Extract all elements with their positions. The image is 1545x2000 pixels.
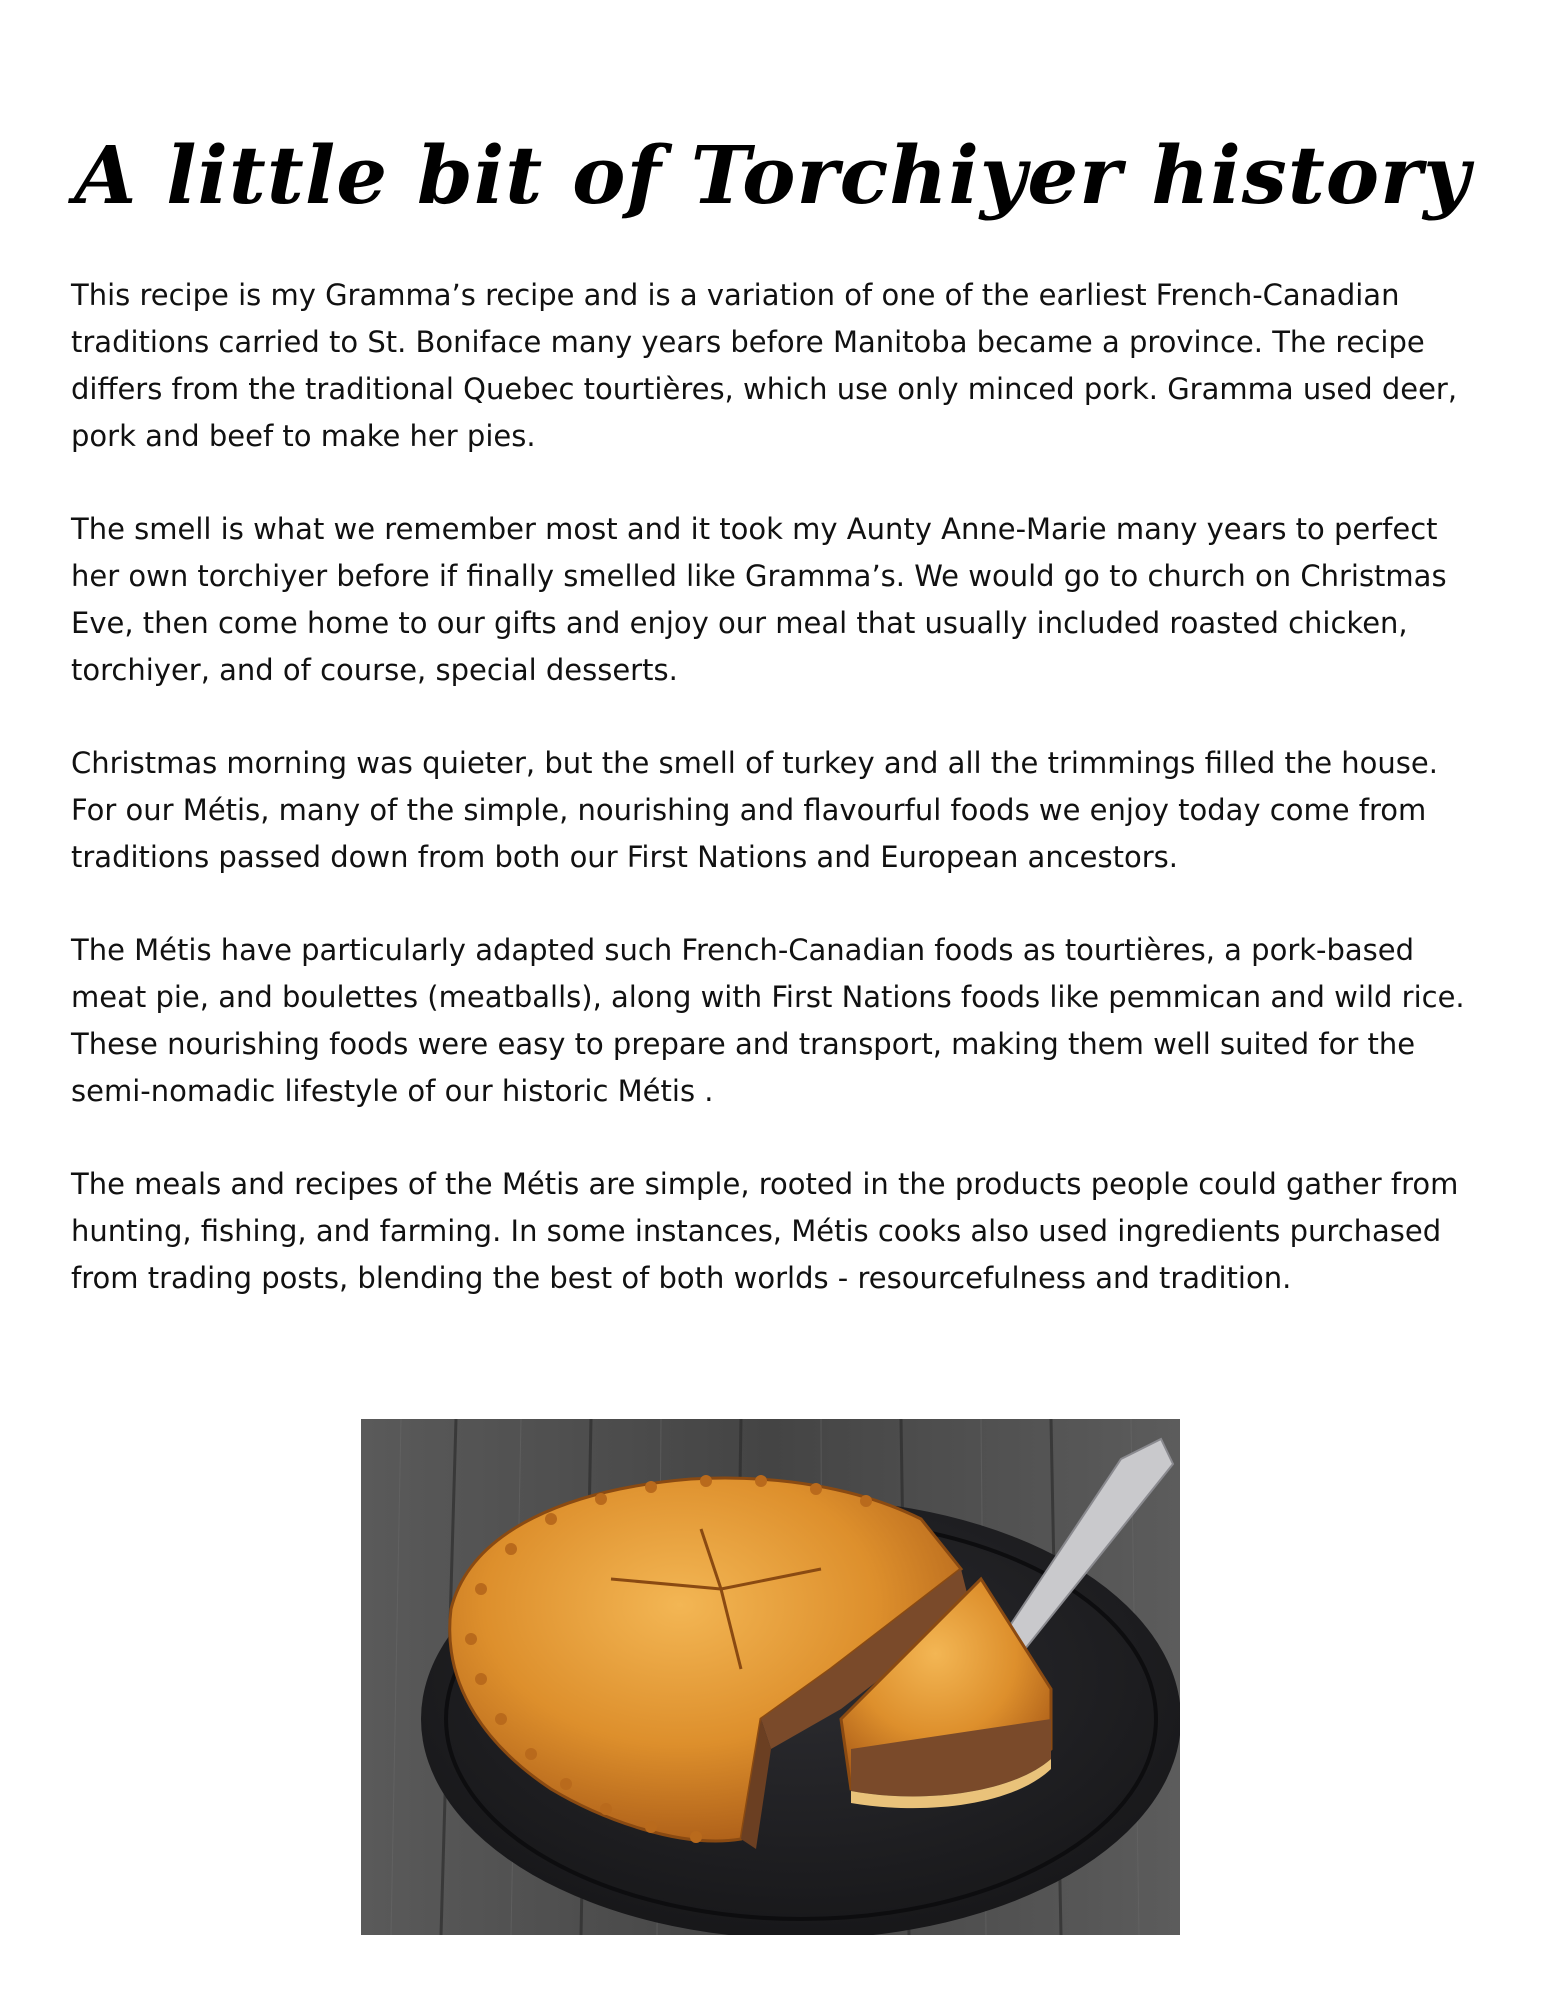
paragraph-5: The meals and recipes of the Métis are simple, rooted in the products people could gather from hunting, fishing, and farming. In some instances, Métis cooks also used ingredients purchased from trading posts, blending the best of both worlds - resourcefulness and tradition. (71, 1167, 1459, 1295)
paragraph-2: The smell is what we remember most and it took my Aunty Anne-Marie many years to perfect her own torchiyer before if finally smelled like Gramma’s. We would go to church on Christmas Eve, then come home to our gifts and enjoy our meal that usually included roasted chicken, torchiyer, and of course, special desserts. (71, 512, 1447, 687)
meat-pie-photo (361, 1419, 1180, 1935)
page-title: A little bit of Torchiyer history (74, 128, 1471, 222)
paragraph-1: This recipe is my Gramma’s recipe and is a variation of one of the earliest French-Canadian traditions carried to St. Boniface many years before Manitoba became a province. The recipe differs from the traditional Quebec tourtières, which use only minced pork. Gramma used deer, pork and beef to make her pies. (71, 278, 1458, 453)
body-text (71, 272, 1491, 1348)
paragraph-3: Christmas morning was quieter, but the smell of turkey and all the trimmings filled the house. For our Métis, many of the simple, nourishing and flavourful foods we enjoy today come from traditions passed down from both our First Nations and European ancestors. (71, 746, 1438, 874)
paragraph-4: The Métis have particularly adapted such French-Canadian foods as tourtières, a pork-based meat pie, and boulettes (meatballs), along with First Nations foods like pemmican and wild rice. These nourishing foods were easy to prepare and transport, making them well suited for the semi-nomadic lifestyle of our historic Métis . (71, 933, 1465, 1108)
